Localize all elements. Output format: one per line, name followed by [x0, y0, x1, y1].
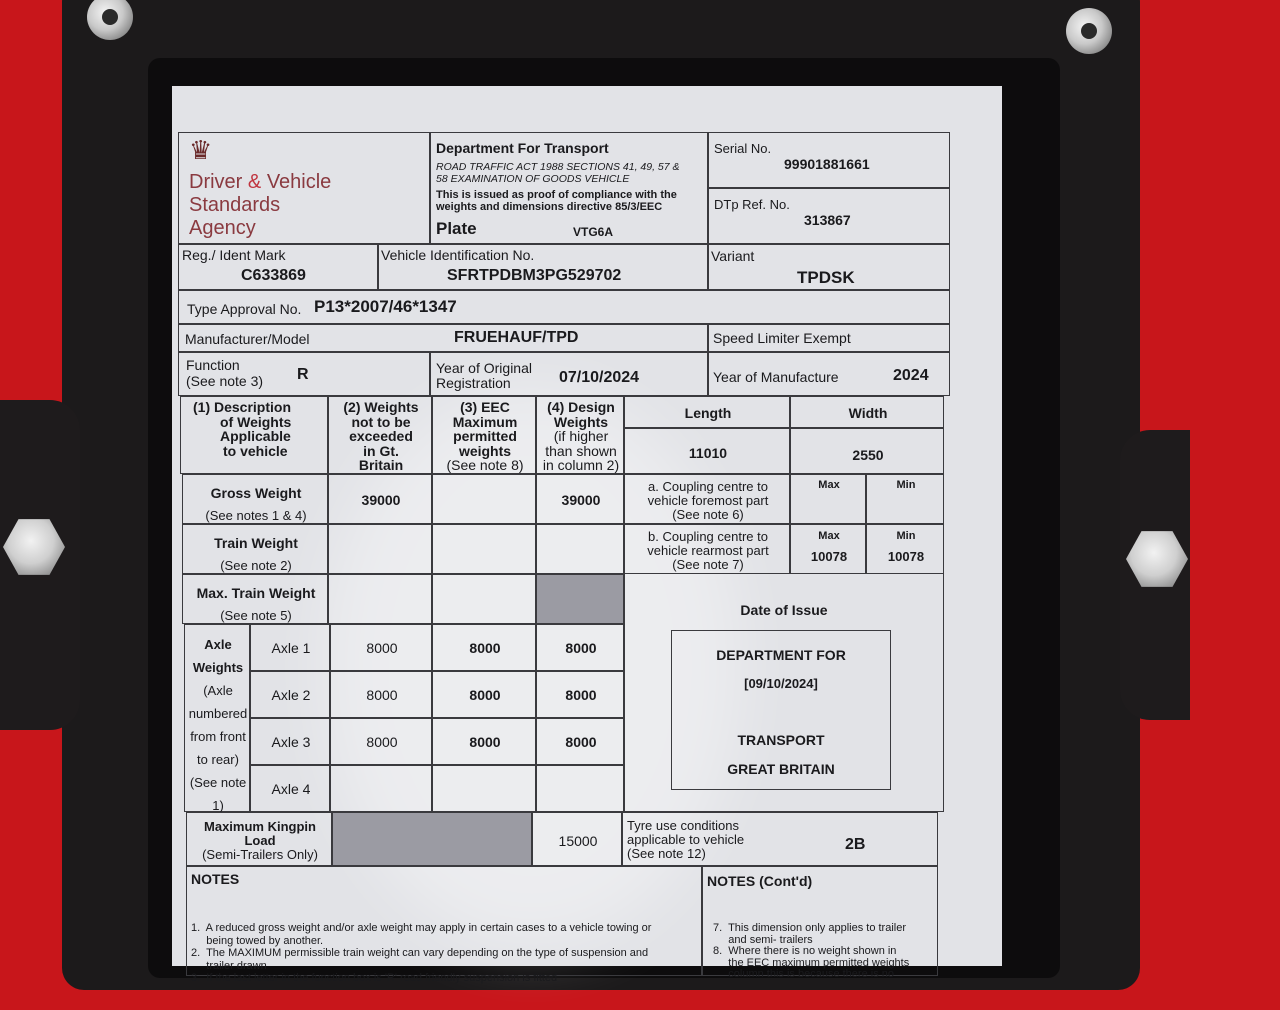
tyre-conditions-cell: [622, 812, 938, 866]
variant-label: Variant: [711, 248, 755, 264]
kingpin-shaded: [332, 812, 532, 866]
coupling-b-min: [866, 524, 944, 574]
header-weights-gb: [328, 396, 432, 474]
act-line1: ROAD TRAFFIC ACT 1988 SECTIONS 41, 49, 57 &: [436, 161, 680, 173]
function-label: Function: [186, 357, 240, 373]
kingpin-value-cell: [532, 812, 622, 866]
train-weight-note: (See note 2): [220, 558, 292, 573]
kingpin-label-cell: [186, 812, 332, 866]
axle-weight-cell: [432, 718, 536, 765]
header-design-weights: [536, 396, 624, 474]
reg-box: [178, 244, 378, 290]
axle-weight-cell: [536, 671, 624, 718]
axle-weight-value: 8000: [469, 640, 501, 656]
axle-name: Axle 2: [271, 687, 311, 703]
gross-weight-label: Gross Weight: [210, 485, 302, 501]
axle-weight-cell: [432, 624, 536, 671]
coupling-b-max-value: 10078: [810, 549, 848, 564]
type-approval-box: [178, 290, 950, 324]
type-approval-label: Type Approval No.: [187, 301, 302, 317]
train-col3: [432, 524, 536, 574]
axle-name: Axle 1: [271, 640, 311, 656]
notes-list: 1. A reduced gross weight and/or axle weight may apply in certain cases to a vehicle towing or being towed by another. 2. The MAXIMUM permissible train weight can vary depending on the type of suspension and trailer drawn 3. If the last letter in the function box is 'R' road friendly suspension is fitted: [191, 922, 652, 984]
axle-weight-value: 8000: [469, 687, 501, 703]
coupling-a-max-label: Max: [818, 479, 840, 491]
axle-weight-value: 8000: [366, 640, 398, 656]
axle-weight-value: 8000: [565, 734, 597, 750]
kingpin-label: Maximum Kingpin Load (Semi-Trailers Only): [202, 819, 318, 862]
serial-box: [708, 132, 950, 188]
width-header: [790, 396, 944, 428]
speed-limiter-label: Speed Limiter Exempt: [713, 330, 851, 346]
header-description-text: (1) Description of Weights Applicable to vehicle: [193, 399, 292, 459]
coupling-a-max: [790, 474, 866, 524]
manufacture-year-label: Year of Manufacture: [713, 369, 839, 385]
axle-weight-value: 8000: [366, 687, 398, 703]
train-col2: [328, 524, 432, 574]
vin-value: SFRTPDBM3PG529702: [447, 267, 622, 284]
axle-weight-cell: [432, 671, 536, 718]
gross-col2: [328, 474, 432, 524]
axle-weight-cell: [536, 718, 624, 765]
dtp-box: [708, 188, 950, 244]
dvsa-logo-box: [178, 132, 430, 244]
coupling-b-max: [790, 524, 866, 574]
max-train-note: (See note 5): [220, 608, 292, 623]
coupling-b-min-value: 10078: [887, 549, 925, 564]
proof-line2: weights and dimensions directive 85/3/EEC: [436, 201, 663, 213]
axle-name-cell: [250, 624, 330, 671]
coupling-a-min: [866, 474, 944, 524]
max-train-label: Max. Train Weight: [196, 585, 316, 601]
max-train-col2: [328, 574, 432, 624]
variant-box: [708, 244, 950, 290]
coupling-a-cell: [624, 474, 790, 524]
speed-limiter-box: [708, 324, 950, 352]
max-train-col4-shaded: [536, 574, 624, 624]
proof-line1: This is issued as proof of compliance with the: [436, 189, 677, 201]
axle-weight-cell: [330, 718, 432, 765]
gross-weight-label-cell: [182, 474, 328, 524]
bolt-icon: [1066, 8, 1112, 54]
stamp-line4: GREAT BRITAIN: [727, 761, 835, 777]
function-box: [178, 352, 430, 396]
axle-weight-cell: [536, 765, 624, 812]
coupling-b-max-label: Max: [818, 530, 840, 542]
manufacturer-box: [178, 324, 708, 352]
vin-label: Vehicle Identification No.: [381, 247, 535, 263]
axle-name-cell: [250, 765, 330, 812]
axle-weight-cell: [330, 624, 432, 671]
length-value: 11010: [688, 445, 728, 461]
header-eec-max: [432, 396, 536, 474]
axle-weights-label: Axle Weights (Axle numbered from front to rear) (See note 1): [188, 637, 248, 813]
width-label: Width: [848, 405, 888, 421]
length-header: [624, 396, 790, 428]
coupling-b-cell: [624, 524, 790, 574]
issue-stamp: [671, 630, 891, 790]
gross-col4: [536, 474, 624, 524]
coupling-a-min-label: Min: [896, 479, 916, 491]
agency-name-line3: Agency: [189, 217, 256, 239]
gross-col4-value: 39000: [561, 492, 601, 508]
serial-label: Serial No.: [714, 141, 772, 156]
agency-name-line2: Standards: [189, 194, 281, 216]
gross-col3: [432, 474, 536, 524]
header-weights-gb-text: (2) Weights not to be exceeded in Gt. Britain: [343, 399, 419, 473]
function-value: R: [297, 366, 309, 383]
axle-name: Axle 4: [271, 781, 311, 797]
header-design-weights-text: (4) Design Weights (if higher than shown in column 2): [542, 399, 620, 473]
manufacture-year-value: 2024: [893, 367, 929, 384]
coupling-b-text: b. Coupling centre to vehicle rearmost part (See note 7): [647, 529, 769, 572]
date-of-issue-box: [624, 574, 944, 812]
length-cell: [624, 428, 790, 474]
plate-label: Plate: [436, 219, 477, 238]
axle-weight-value: 8000: [565, 640, 597, 656]
variant-value: TPDSK: [797, 268, 855, 287]
train-weight-label-cell: [182, 524, 328, 574]
dtp-label: DTp Ref. No.: [714, 197, 790, 212]
max-train-label-cell: [182, 574, 328, 624]
plating-certificate: [172, 86, 1002, 984]
reg-label: Reg./ Ident Mark: [182, 247, 286, 263]
axle-weight-value: 8000: [366, 734, 398, 750]
vin-box: [378, 244, 708, 290]
length-label: Length: [684, 405, 732, 421]
registration-label1: Year of Original: [436, 360, 532, 376]
axle-name-cell: [250, 671, 330, 718]
gross-weight-note: (See notes 1 & 4): [205, 508, 307, 523]
train-weight-label: Train Weight: [214, 535, 298, 551]
header-eec-max-text: (3) EEC Maximum permitted weights (See note 8): [446, 399, 524, 473]
axle-name: Axle 3: [271, 734, 311, 750]
gross-col2-value: 39000: [361, 492, 401, 508]
tyre-conditions-value: 2B: [845, 836, 866, 853]
act-line2: 58 EXAMINATION OF GOODS VEHICLE: [436, 173, 630, 185]
coupling-b-min-label: Min: [896, 530, 916, 542]
notes-cont-list: 7. This dimension only applies to trailer and semi- trailers 8. Where there is no weight shown in the EEC maximum permitted weights column this is because there is no: [713, 922, 910, 980]
registration-box: [430, 352, 708, 396]
axle-name-cell: [250, 718, 330, 765]
agency-name-line1: Driver & Vehicle: [189, 171, 332, 193]
notes-title: NOTES: [191, 871, 240, 887]
header-description: [180, 396, 328, 474]
plate-value: VTG6A: [573, 225, 614, 239]
stamp-line1: DEPARTMENT FOR: [716, 647, 846, 663]
kingpin-value: 15000: [558, 833, 598, 849]
axle-weight-cell: [330, 765, 432, 812]
dept-box: [430, 132, 708, 244]
axle-weight-value: 8000: [469, 734, 501, 750]
max-train-col3: [432, 574, 536, 624]
reg-value: C633869: [241, 267, 306, 284]
serial-value: 99901881661: [784, 156, 870, 172]
width-cell: [790, 428, 944, 474]
width-value: 2550: [852, 447, 884, 463]
axle-weights-label-cell: [184, 624, 250, 812]
axle-weight-cell: [536, 624, 624, 671]
stamp-date: [09/10/2024]: [744, 676, 818, 691]
registration-label2: Registration: [436, 375, 511, 391]
notes-cont-title: NOTES (Cont'd): [707, 873, 813, 889]
registration-value: 07/10/2024: [559, 369, 640, 386]
axle-weight-cell: [330, 671, 432, 718]
royal-crest-icon: ♛: [189, 135, 213, 165]
dept-title: Department For Transport: [436, 140, 609, 156]
axle-weight-value: 8000: [565, 687, 597, 703]
manufacturer-label: Manufacturer/Model: [185, 331, 310, 347]
axle-weight-cell: [432, 765, 536, 812]
tyre-conditions-label: Tyre use conditions applicable to vehicle (See note 12): [627, 818, 745, 861]
function-note: (See note 3): [186, 373, 264, 389]
manufacture-year-box: [708, 352, 950, 396]
stamp-line3: TRANSPORT: [737, 732, 825, 748]
date-of-issue-label: Date of Issue: [740, 602, 828, 618]
type-approval-value: P13*2007/46*1347: [314, 297, 457, 316]
coupling-a-text: a. Coupling centre to vehicle foremost part (See note 6): [647, 479, 769, 522]
train-col4: [536, 524, 624, 574]
dtp-value: 313867: [804, 212, 851, 228]
manufacturer-value: FRUEHAUF/TPD: [454, 329, 579, 346]
